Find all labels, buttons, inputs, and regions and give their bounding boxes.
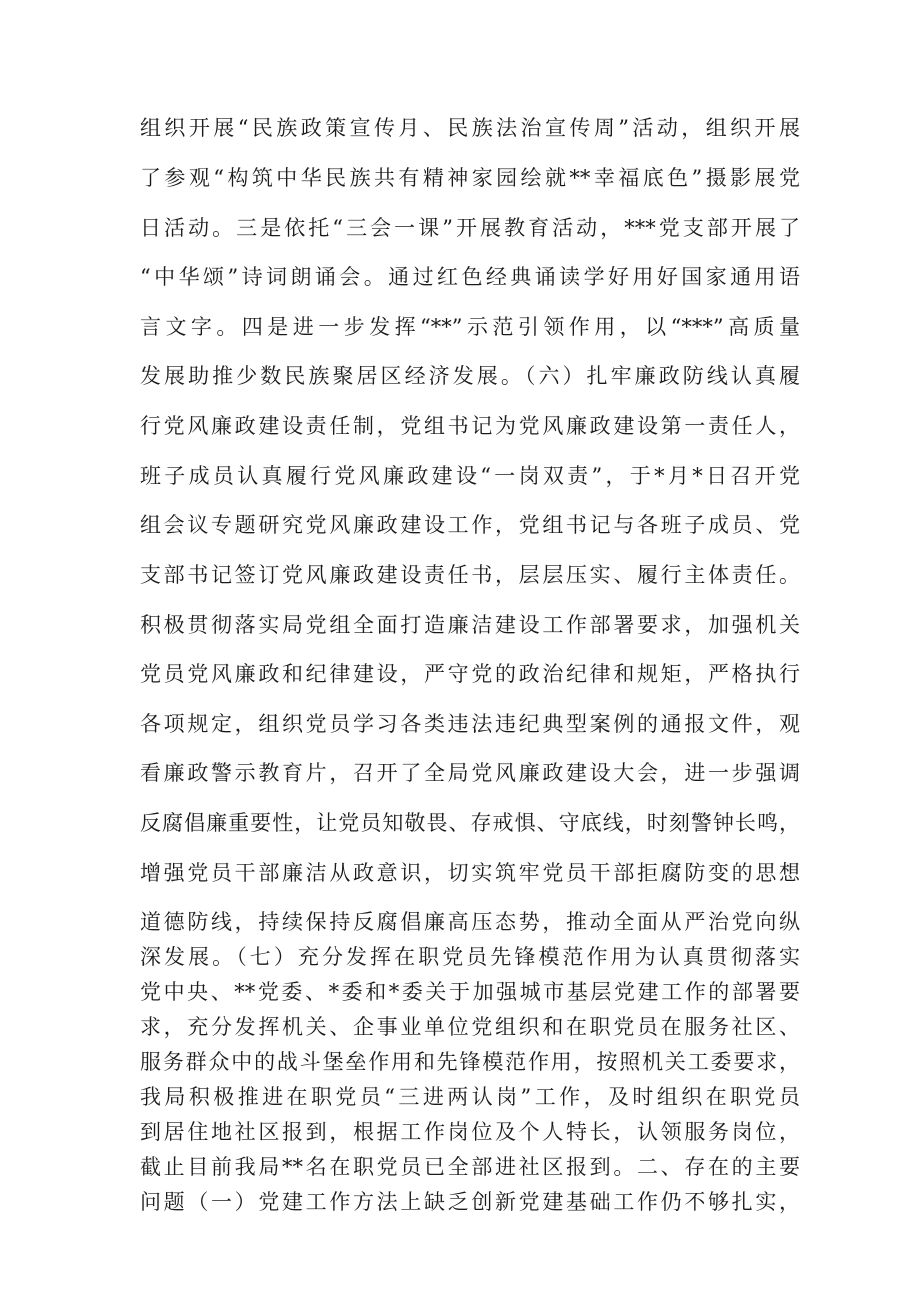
- text-line: 日活动。三是依托“三会一课”开展教育活动，***党支部开展了: [140, 216, 800, 240]
- text-line: 求，充分发挥机关、企事业单位党组织和在职党员在服务社区、: [140, 1015, 800, 1039]
- text-line: 道德防线，持续保持反腐倡廉高压态势，推动全面从严治党向纵: [140, 910, 800, 934]
- text-line: 班子成员认真履行党风廉政建设“一岗双责”，于*月*日召开党: [140, 464, 800, 488]
- text-line: 组织开展“民族政策宣传月、民族法治宣传周”活动，组织开展: [140, 116, 800, 140]
- text-line: 问题（一）党建工作方法上缺乏创新党建基础工作仍不够扎实，: [140, 1190, 800, 1214]
- text-line: 组会议专题研究党风廉政建设工作，党组书记与各班子成员、党: [140, 513, 800, 537]
- text-line: 反腐倡廉重要性，让党员知敬畏、存戒惧、守底线，时刻警钟长鸣，: [140, 811, 800, 835]
- text-line: 党员党风廉政和纪律建设，严守党的政治纪律和规矩，严格执行: [140, 662, 800, 686]
- text-line: 党中央、**党委、*委和*委关于加强城市基层党建工作的部署要: [140, 980, 800, 1004]
- text-line: 服务群众中的战斗堡垒作用和先锋模范作用，按照机关工委要求，: [140, 1050, 800, 1074]
- text-line: 我局积极推进在职党员“三进两认岗”工作，及时组织在职党员: [140, 1085, 800, 1109]
- text-line: 截止目前我局**名在职党员已全部进社区报到。二、存在的主要: [140, 1155, 800, 1179]
- text-line: 了参观“构筑中华民族共有精神家园绘就**幸福底色”摄影展党: [140, 166, 800, 190]
- text-line: 言文字。四是进一步发挥“**”示范引领作用，以“***”高质量: [140, 315, 800, 339]
- text-line: 积极贯彻落实局党组全面打造廉洁建设工作部署要求，加强机关: [140, 613, 800, 637]
- text-line: 发展助推少数民族聚居区经济发展。（六）扎牢廉政防线认真履: [140, 364, 800, 388]
- text-line: 深发展。（七）充分发挥在职党员先锋模范作用为认真贯彻落实: [140, 945, 800, 969]
- text-line: 看廉政警示教育片，召开了全局党风廉政建设大会，进一步强调: [140, 761, 800, 785]
- text-line: 支部书记签订党风廉政建设责任书，层层压实、履行主体责任。: [140, 563, 800, 587]
- text-line: 增强党员干部廉洁从政意识，切实筑牢党员干部拒腐防变的思想: [140, 861, 800, 885]
- text-line: 各项规定，组织党员学习各类违法违纪典型案例的通报文件，观: [140, 712, 800, 736]
- text-line: 行党风廉政建设责任制，党组书记为党风廉政建设第一责任人，: [140, 414, 800, 438]
- text-line: “中华颂”诗词朗诵会。通过红色经典诵读学好用好国家通用语: [140, 265, 800, 289]
- text-line: 到居住地社区报到，根据工作岗位及个人特长，认领服务岗位，: [140, 1120, 800, 1144]
